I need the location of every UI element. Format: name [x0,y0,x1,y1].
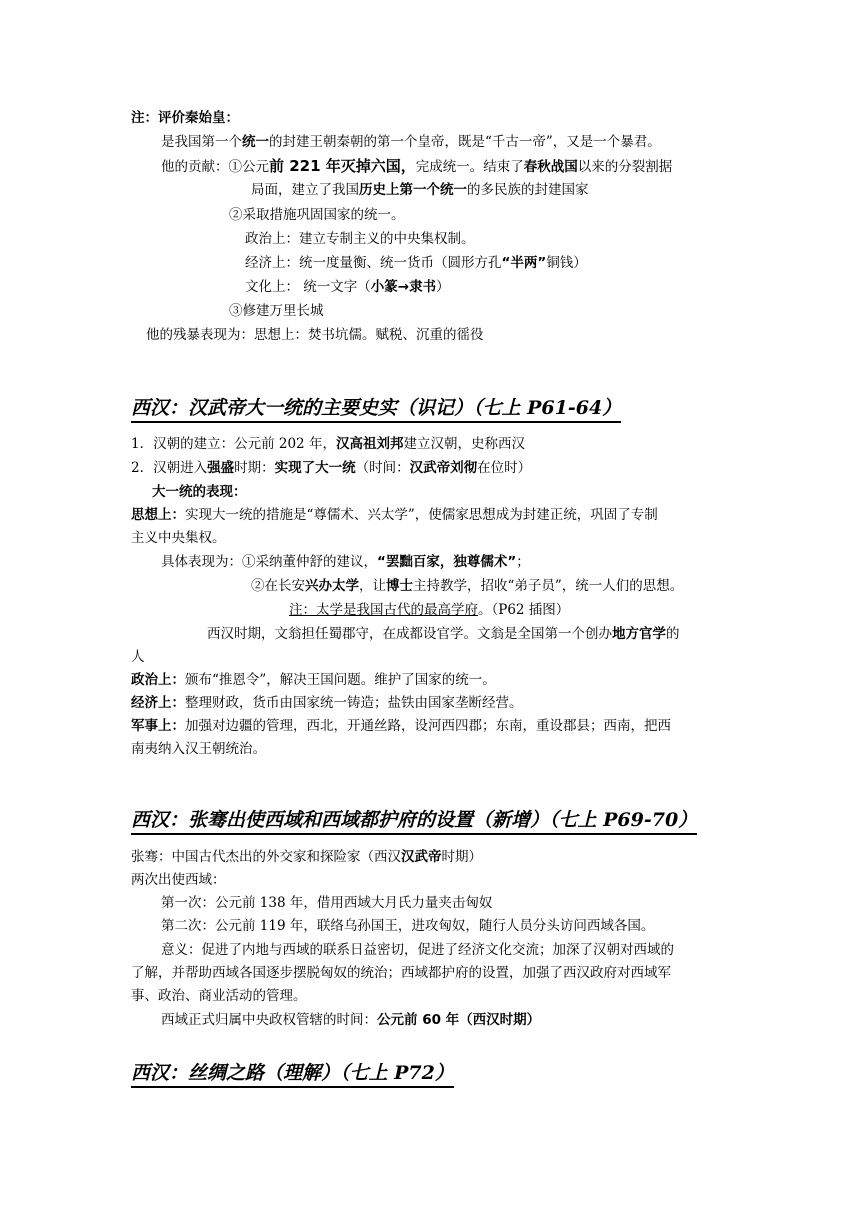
paragraph-line: 局面，建立了我国历史上第一个统一的多民族的封建国家 [251,182,589,198]
paragraph-line: 了解，并帮助西域各国逐步摆脱匈奴的统治；西域都护府的设置，加强了西汉政府对西域军 [131,965,671,981]
section-heading: 西汉：汉武帝大一统的主要史实（识记）（七上 P61-64） [131,396,621,423]
section-heading: 西汉：丝绸之路（理解）（七上 P72） [131,1061,454,1088]
paragraph-line: ③修建万里长城 [229,303,324,319]
section-heading: 西汉：张骞出使西域和西域都护府的设置（新增）（七上 P69-70） [131,808,697,835]
paragraph-line: 政治上：建立专制主义的中央集权制。 [245,231,475,247]
paragraph-line: 政治上：颁布“推恩令”，解决王国问题。维护了国家的统一。 [131,672,496,688]
paragraph-line: 注：太学是我国古代的最高学府。（P62 插图） [289,602,570,618]
paragraph-line: 军事上：加强对边疆的管理，西北，开通丝路，设河西四郡；东南，重设郡县；西南，把西 [131,718,671,734]
paragraph-line: 思想上：实现大一统的措施是“尊儒术、兴太学”，使儒家思想成为封建正统，巩固了专制 [131,507,658,523]
paragraph-line: 2．汉朝进入强盛时期：实现了大一统（时间：汉武帝刘彻在位时） [131,460,532,476]
paragraph-line: 具体表现为：①采纳董仲舒的建议，“罢黜百家，独尊儒术”； [161,554,530,570]
paragraph-line: 事、政治、商业活动的管理。 [131,988,307,1004]
paragraph-line: 张骞：中国古代杰出的外交家和探险家（西汉汉武帝时期） [131,849,482,865]
paragraph-line: 是我国第一个统一的封建王朝秦朝的第一个皇帝，既是“千古一帝”，又是一个暴君。 [161,134,661,150]
paragraph-line: 人 [131,649,145,665]
paragraph-line: ②采取措施巩固国家的统一。 [229,207,405,223]
paragraph-line: 文化上： 统一文字（小篆→隶书） [245,279,450,295]
paragraph-line: 两次出使西域： [131,872,226,888]
note-label: 注：评价秦始皇： [131,110,239,126]
paragraph-line: 1．汉朝的建立：公元前 202 年，汉高祖刘邦建立汉朝，史称西汉 [131,436,525,452]
paragraph-line: 南夷纳入汉王朝统治。 [131,741,266,757]
paragraph-line: 主义中央集权。 [131,530,226,546]
paragraph-line: 他的贡献：①公元前 221 年灭掉六国，完成统一。结束了春秋战国以来的分裂割据 [161,157,673,175]
paragraph-line: 他的残暴表现为：思想上：焚书坑儒。赋税、沉重的徭役 [146,327,484,343]
paragraph-line: 第一次：公元前 138 年，借用西域大月氏力量夹击匈奴 [161,895,493,911]
paragraph-line: 经济上：整理财政，货币由国家统一铸造；盐铁由国家垄断经营。 [131,695,523,711]
paragraph-line: 意义：促进了内地与西域的联系日益密切，促进了经济文化交流；加深了汉朝对西域的 [161,942,674,958]
paragraph-line: 经济上：统一度量衡、统一货币（圆形方孔“半两”铜钱） [245,255,587,271]
paragraph-line: ②在长安兴办太学，让博士主持教学，招收“弟子员”，统一人们的思想。 [251,578,684,594]
paragraph-line: 西汉时期，文翁担任蜀郡守，在成都设官学。文翁是全国第一个创办地方官学的 [207,626,680,642]
paragraph-line: 第二次：公元前 119 年，联络乌孙国王，进攻匈奴，随行人员分头访问西域各国。 [161,918,655,934]
paragraph-line: 西域正式归属中央政权管辖的时间：公元前 60 年（西汉时期） [161,1012,541,1028]
paragraph-line: 大一统的表现： [152,484,247,500]
